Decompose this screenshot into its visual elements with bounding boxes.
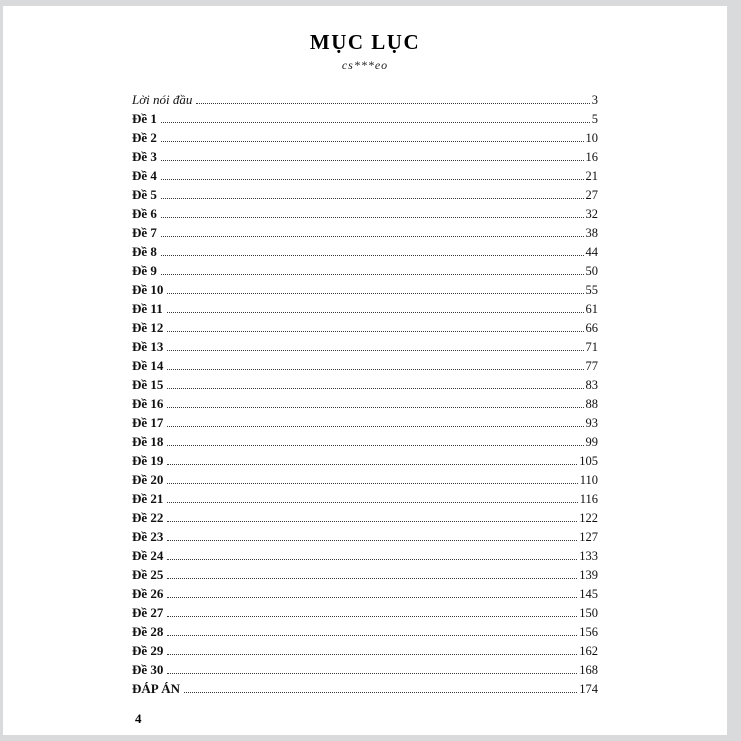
toc-entry-label: Đề 23	[132, 529, 164, 544]
toc-entry-page-number: 116	[579, 492, 598, 506]
leader-dots	[167, 597, 577, 598]
toc-entry-label: Đề 9	[132, 263, 157, 278]
toc-entry-page-number: 44	[585, 245, 598, 259]
toc-entry	[132, 375, 598, 394]
leader-dots	[161, 198, 584, 199]
toc-entry-label: Đề 4	[132, 168, 157, 183]
toc-entry-label: Lời nói đầu	[132, 92, 193, 107]
toc-entry-page-number: 16	[585, 150, 598, 164]
toc-entry	[132, 508, 598, 527]
leader-dots	[167, 673, 577, 674]
toc-entry-page-number: 110	[579, 473, 598, 487]
toc-entry-label: Đề 5	[132, 187, 157, 202]
leader-dots	[184, 692, 577, 693]
leader-dots	[167, 312, 584, 313]
leader-dots	[161, 141, 584, 142]
toc-entry-page-number: 61	[585, 302, 598, 316]
toc-list	[132, 90, 598, 698]
toc-entry-page-number: 145	[579, 587, 598, 601]
leader-dots	[161, 255, 584, 256]
toc-entry-label: Đề 11	[132, 301, 163, 316]
toc-entry-label: Đề 26	[132, 586, 164, 601]
toc-entry-page-number: 55	[585, 283, 598, 297]
toc-entry	[132, 641, 598, 660]
toc-entry-label: Đề 21	[132, 491, 164, 506]
leader-dots	[161, 217, 584, 218]
toc-entry	[132, 584, 598, 603]
toc-entry	[132, 166, 598, 185]
toc-entry-page-number: 50	[585, 264, 598, 278]
toc-entry-page-number: 168	[579, 663, 598, 677]
toc-entry-label: Đề 10	[132, 282, 164, 297]
toc-entry	[132, 337, 598, 356]
leader-dots	[167, 502, 577, 503]
toc-entry-page-number: 162	[579, 644, 598, 658]
leader-dots	[167, 483, 577, 484]
toc-entry	[132, 603, 598, 622]
toc-entry-label: Đề 24	[132, 548, 164, 563]
page-title: MỤC LỤC	[309, 30, 421, 54]
toc-entry	[132, 622, 598, 641]
toc-entry-page-number: 5	[591, 112, 598, 126]
toc-entry-page-number: 127	[579, 530, 598, 544]
toc-entry-label: Đề 12	[132, 320, 164, 335]
toc-entry-label: Đề 18	[132, 434, 164, 449]
leader-dots	[167, 654, 577, 655]
toc-entry	[132, 546, 598, 565]
toc-entry	[132, 185, 598, 204]
toc-entry-label: Đề 28	[132, 624, 164, 639]
toc-entry-label: Đề 30	[132, 662, 164, 677]
toc-entry-page-number: 105	[579, 454, 598, 468]
toc-entry	[132, 489, 598, 508]
toc-entry-label: ĐÁP ÁN	[132, 681, 181, 696]
toc-entry-label: Đề 13	[132, 339, 164, 354]
leader-dots	[167, 559, 577, 560]
toc-entry	[132, 147, 598, 166]
toc-entry-label: Đề 22	[132, 510, 164, 525]
toc-entry	[132, 527, 598, 546]
leader-dots	[196, 103, 589, 104]
toc-entry-page-number: 174	[579, 682, 598, 696]
leader-dots	[161, 160, 584, 161]
toc-entry-page-number: 10	[585, 131, 598, 145]
toc-entry-page-number: 139	[579, 568, 598, 582]
leader-dots	[167, 331, 583, 332]
toc-entry-page-number: 27	[585, 188, 598, 202]
leader-dots	[167, 464, 577, 465]
toc-entry-label: Đề 27	[132, 605, 164, 620]
leader-dots	[167, 426, 583, 427]
leader-dots	[167, 369, 583, 370]
toc-entry-page-number: 156	[579, 625, 598, 639]
toc-entry	[132, 261, 598, 280]
leader-dots	[167, 635, 577, 636]
toc-entry-label: Đề 20	[132, 472, 164, 487]
leader-dots	[161, 236, 584, 237]
toc-entry	[132, 299, 598, 318]
toc-entry-page-number: 99	[585, 435, 598, 449]
toc-entry-label: Đề 7	[132, 225, 157, 240]
toc-entry	[132, 470, 598, 489]
toc-entry-page-number: 38	[585, 226, 598, 240]
toc-entry-page-number: 88	[585, 397, 598, 411]
toc-entry	[132, 318, 598, 337]
toc-entry	[132, 451, 598, 470]
toc-entry	[132, 223, 598, 242]
leader-dots	[167, 616, 577, 617]
toc-entry-label: Đề 17	[132, 415, 164, 430]
title-ornament: cs***eo	[341, 58, 389, 72]
toc-entry-label: Đề 6	[132, 206, 157, 221]
toc-entry-label: Đề 1	[132, 111, 157, 126]
toc-entry-label: Đề 8	[132, 244, 157, 259]
toc-entry	[132, 413, 598, 432]
leader-dots	[161, 179, 584, 180]
toc-entry-page-number: 150	[579, 606, 598, 620]
toc-entry-label: Đề 29	[132, 643, 164, 658]
leader-dots	[167, 407, 583, 408]
leader-dots	[161, 274, 584, 275]
toc-entry	[132, 679, 598, 698]
toc-entry-page-number: 3	[591, 93, 598, 107]
toc-entry-label: Đề 3	[132, 149, 157, 164]
toc-entry-page-number: 32	[585, 207, 598, 221]
toc-entry	[132, 128, 598, 147]
toc-entry-label: Đề 14	[132, 358, 164, 373]
toc-entry	[132, 280, 598, 299]
leader-dots	[167, 521, 577, 522]
leader-dots	[167, 445, 583, 446]
toc-entry-label: Đề 16	[132, 396, 164, 411]
toc-entry-label: Đề 19	[132, 453, 164, 468]
toc-entry	[132, 204, 598, 223]
toc-entry	[132, 565, 598, 584]
leader-dots	[167, 350, 583, 351]
toc-entry-page-number: 71	[585, 340, 598, 354]
toc-entry-page-number: 21	[585, 169, 598, 183]
toc-entry-page-number: 77	[585, 359, 598, 373]
toc-entry-page-number: 83	[585, 378, 598, 392]
toc-entry	[132, 356, 598, 375]
toc-entry-label: Đề 2	[132, 130, 157, 145]
leader-dots	[167, 388, 583, 389]
toc-entry-page-number: 66	[585, 321, 598, 335]
toc-entry-label: Đề 25	[132, 567, 164, 582]
leader-dots	[167, 578, 577, 579]
toc-entry	[132, 394, 598, 413]
leader-dots	[161, 122, 590, 123]
toc-entry	[132, 660, 598, 679]
toc-entry-label: Đề 15	[132, 377, 164, 392]
leader-dots	[167, 293, 583, 294]
toc-entry	[132, 109, 598, 128]
leader-dots	[167, 540, 577, 541]
toc-entry	[132, 432, 598, 451]
footer-page-number: 4	[135, 711, 142, 726]
toc-entry	[132, 90, 598, 109]
toc-entry	[132, 242, 598, 261]
document-page	[3, 6, 727, 735]
toc-entry-page-number: 133	[579, 549, 598, 563]
toc-entry-page-number: 93	[585, 416, 598, 430]
toc-entry-page-number: 122	[579, 511, 598, 525]
